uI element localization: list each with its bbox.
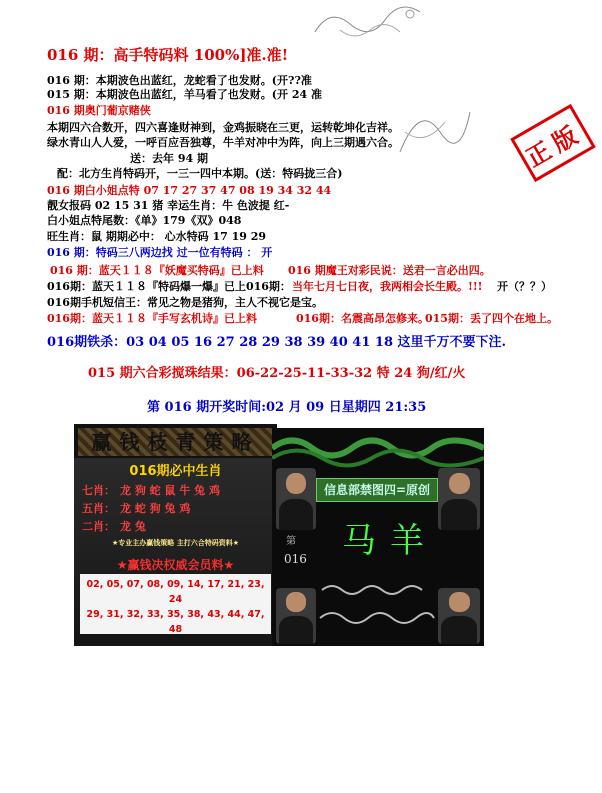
number-box <box>80 574 271 634</box>
last-result: 015 期六合彩搅珠结果：06-22-25-11-33-32 特 24 狗/红/火 <box>88 366 466 381</box>
period-label: 第 <box>286 536 296 547</box>
zodiac-goat: 羊 <box>390 521 424 561</box>
two-label: 二肖： <box>82 520 115 533</box>
line-burst-b: 当年七月七日夜，我两相会长生殿。!!! <box>292 280 483 293</box>
five-label: 五肖： <box>82 502 115 515</box>
zodiac-image <box>272 428 484 646</box>
seven-values: 龙 狗 蛇 鼠 牛 兔 鸡 <box>120 484 220 497</box>
line-016-wave: 016 期：本期波色出蓝红，龙蛇看了也发财。(开??准 <box>47 74 312 87</box>
page-title: 016 期：高手特码料 100%]准.准! <box>47 46 289 64</box>
zodiac-horse: 马 <box>342 521 376 561</box>
line-poem-b: 016期：名震高昂怎修来。 <box>296 312 429 325</box>
line-prosper: 旺生肖：鼠 期期必中： 心水特码 17 19 29 <box>47 230 267 243</box>
portrait-bottom-right <box>438 588 480 644</box>
line-tail: 白小姐点特尾数：《单》179《双》048 <box>47 214 242 227</box>
info-box: 信息部禁图四=原创 <box>316 478 438 502</box>
line-special: 016 期：特码三八两边找 过一位有特码 ： 开 <box>47 246 273 259</box>
two-values: 龙 兔 <box>120 520 146 533</box>
kill-numbers: 016期铁杀：03 04 05 16 27 28 29 38 39 40 41 18 这里千万不要下注. <box>47 335 507 350</box>
line-white-lady: 016 期白小姐点特 07 17 27 37 47 08 19 34 32 44 <box>47 184 332 197</box>
line-burst-a: 016期：蓝天１１８『特码爆一爆』已上016期： <box>47 280 291 293</box>
line-poem-a: 016期：蓝天１１８『手写玄机诗』已上料 <box>47 312 257 325</box>
portrait-top-right <box>438 468 480 530</box>
line-015-wave: 015 期：本期波色出蓝红，羊马看了也发财。(开 24 准 <box>47 88 322 101</box>
line-north: 配：北方生肖特码开，一三一四中本期。(送：特码拢三合) <box>57 167 343 180</box>
period-number: 016 <box>284 552 307 566</box>
dragon-doodle <box>310 2 430 46</box>
strategy-title: 赢钱枝青策略 <box>78 428 273 456</box>
numbers-row-2: 29, 31, 32, 33, 35, 38, 43, 44, 47, 48 <box>86 609 265 635</box>
strategy-small: ★专业主办赢钱策略 主打六合特码资料★ <box>112 539 239 547</box>
poem-line-1: 本期四六合数开，四六喜逢财神到，金鸡振晓在三更，运转乾坤化吉祥。 <box>47 121 399 134</box>
seven-label: 七肖： <box>82 484 115 497</box>
line-demon-b: 016 期魔王对彩民说：送君一言必出四。 <box>288 264 491 277</box>
handwriting-scribble <box>318 578 436 638</box>
strategy-sub: 016期必中生肖 <box>129 464 222 479</box>
line-gift: 送：去年 94 期 <box>130 152 208 165</box>
line-demon-a: 016 期：蓝天１１８『妖魔买特码』已上料 <box>50 264 264 277</box>
line-sms: 016期手机短信王：常见之物是猪狗，主人不视它是宝。 <box>47 296 323 309</box>
line-gambler: 016 期奥门葡京赌侠 <box>47 104 151 117</box>
leaf-border <box>272 428 484 468</box>
line-beauty: 靓女报码 02 15 31 猪 幸运生肖：牛 色波提 红- <box>47 199 290 212</box>
vip-text: ★赢钱决权威会员料★ <box>116 558 235 572</box>
dragon-doodle-2 <box>395 92 475 162</box>
authentic-stamp: 正版 <box>510 104 596 182</box>
numbers-row-1: 02, 05, 07, 08, 09, 14, 17, 21, 23, 24 <box>86 579 265 605</box>
line-poem-c: 015期：丢了四个在地上。 <box>425 312 558 325</box>
five-values: 龙 蛇 狗 兔 鸡 <box>120 502 191 515</box>
draw-time: 第 016 期开奖时间:02 月 09 日星期四 21:35 <box>147 400 427 415</box>
poem-line-2: 绿水青山人人爱，一呼百应吾独尊，牛羊对冲中为阵，向上三期遇六合。 <box>47 136 399 149</box>
portrait-bottom-left <box>276 588 316 644</box>
portrait-top-left <box>276 468 316 530</box>
line-burst-c: 开（？？） <box>497 280 552 293</box>
strategy-image <box>74 424 277 646</box>
